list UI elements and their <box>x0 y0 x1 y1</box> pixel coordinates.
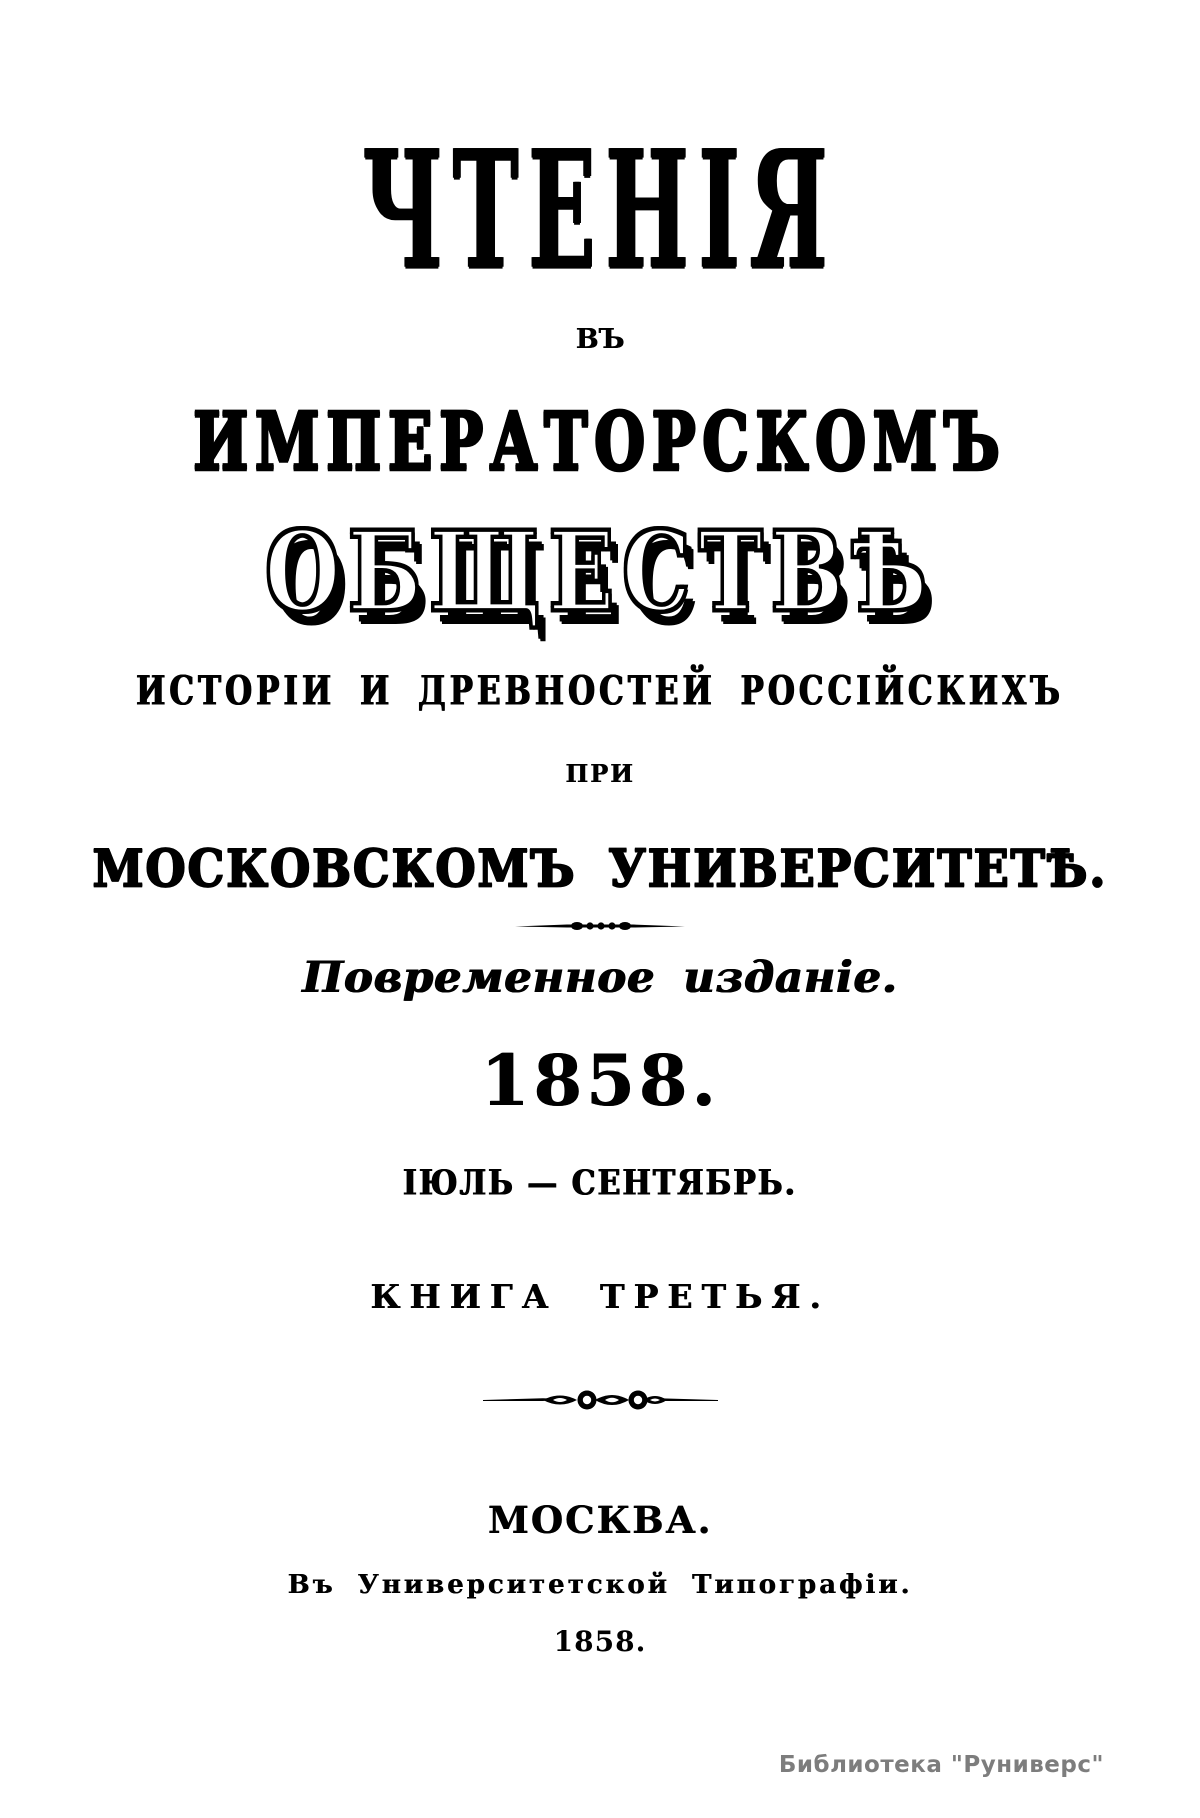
moscow-university-line: МОСКОВСКОМЪ УНИВЕРСИТЕТѢ. <box>92 838 1108 899</box>
year-bottom: 1858. <box>553 1625 647 1658</box>
periodical-edition-line: Повременное изданіе. <box>302 953 898 1003</box>
preposition-in: ВЪ <box>575 324 625 355</box>
diamond-chain-ornament <box>0 1386 1200 1414</box>
society-word: ОБЩЕСТВѢ <box>265 507 935 638</box>
book-number-line: КНИГА ТРЕТЬЯ. <box>370 1277 830 1316</box>
year-large: 1858. <box>480 1039 720 1122</box>
page-title: ЧТЕНІЯ <box>362 113 838 306</box>
imperial-word: ИМПЕРАТОРСКОМЪ <box>193 395 1007 489</box>
city-line: МОСКВА. <box>487 1498 713 1542</box>
preposition-at: ПРИ <box>565 759 635 788</box>
months-range: ІЮЛЬ — СЕНТЯБРЬ. <box>402 1163 798 1204</box>
printing-house-line: Въ Университетской Типографіи. <box>287 1570 913 1600</box>
library-watermark: Библиотека "Руниверс" <box>778 1752 1104 1778</box>
history-antiquities-line: ИСТОРІИ И ДРЕВНОСТЕЙ РОССІЙСКИХЪ <box>136 668 1064 715</box>
bead-rule-divider <box>0 919 1200 933</box>
